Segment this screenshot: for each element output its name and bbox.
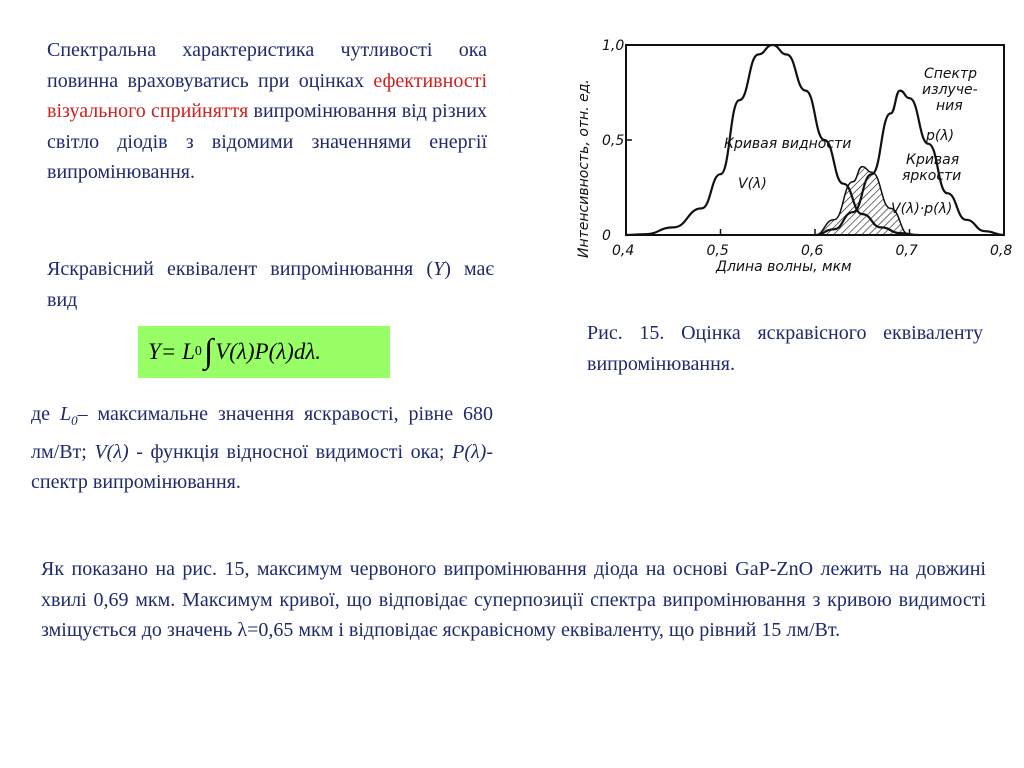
y-tick-label: 0,5 [602, 133, 625, 149]
equivalent-paragraph [47, 254, 494, 315]
equiv-text: Яскравісний еквівалент випромінювання ( [47, 258, 434, 280]
chart-annotation: Кривая видности [724, 136, 852, 152]
def-p: P(λ) [452, 440, 487, 463]
luminance-formula [138, 326, 390, 378]
formula-eq: = L [160, 339, 195, 364]
x-tick-label: 0,4 [612, 243, 635, 259]
intro-highlight: ефективності візуального сприйняття [47, 69, 487, 122]
equiv-text-end: ) має вид [47, 258, 495, 311]
formula-sub: 0 [194, 344, 202, 359]
chart-annotation: ния [936, 98, 963, 114]
chart-annotation: Кривая [906, 152, 960, 168]
y-axis-label: Интенсивность, отн. ед. [576, 79, 592, 258]
chart-annotation: V(λ)·p(λ) [891, 201, 953, 217]
definitions-paragraph [31, 399, 493, 498]
def-text-4: - спектр випромінювання. [31, 440, 493, 493]
integral-symbol: ∫ [203, 333, 214, 370]
chart-annotation: излуче- [922, 82, 978, 98]
figure-caption: Рис. 15. Оцінка яскравісного еквіваленту випромінювання. [587, 322, 983, 375]
spectral-chart [566, 28, 1016, 278]
intro-paragraph [47, 35, 487, 188]
x-axis-label: Длина волны, мкм [716, 259, 852, 275]
chart-annotation: V(λ) [738, 176, 767, 192]
intro-text-end: випромінювання від різних світло діодів з відомими значеннями енергії випромінювання. [47, 100, 487, 183]
def-text-2: – максимальне значення яскравості, рівне 680 лм/Вт; [31, 403, 493, 463]
x-tick-label: 0,7 [895, 243, 918, 259]
x-tick-label: 0,6 [801, 243, 824, 259]
x-tick-label: 0,5 [706, 243, 729, 259]
formula-rhs: V(λ)P(λ)dλ. [215, 339, 322, 364]
x-tick-label: 0,8 [990, 243, 1013, 259]
intro-text: Спектральна характеристика чутливості ока повинна враховуватись при оцінках [47, 39, 487, 92]
formula-lhs: Y [148, 339, 161, 364]
def-l0: L [59, 403, 72, 425]
chart-annotation: яркости [902, 168, 962, 184]
chart-annotation: p(λ) [926, 128, 955, 144]
def-text-3: - функція відносної видимості ока; [128, 440, 453, 463]
chart-annotation: Спектр [924, 66, 978, 82]
def-text: де [31, 403, 60, 425]
y-tick-label: 0 [602, 228, 611, 244]
equiv-var: Y [433, 258, 445, 280]
def-l0-sub: 0 [71, 413, 78, 428]
def-v: V(λ) [94, 440, 129, 463]
conclusion-paragraph: Як показано на рис. 15, максимум червоного випромінювання діода на основі GaP-ZnO лежить на довжині хвилі 0,69 мкм. Максимум кривої, що відповідає суперпозиції спектра випромінювання з кривою видимості зміщується до значень λ=0,65 мкм і відповідає яскравісному еквіваленту, що рівний 15 лм/Вт. [41, 558, 986, 641]
y-tick-label: 1,0 [602, 38, 625, 54]
